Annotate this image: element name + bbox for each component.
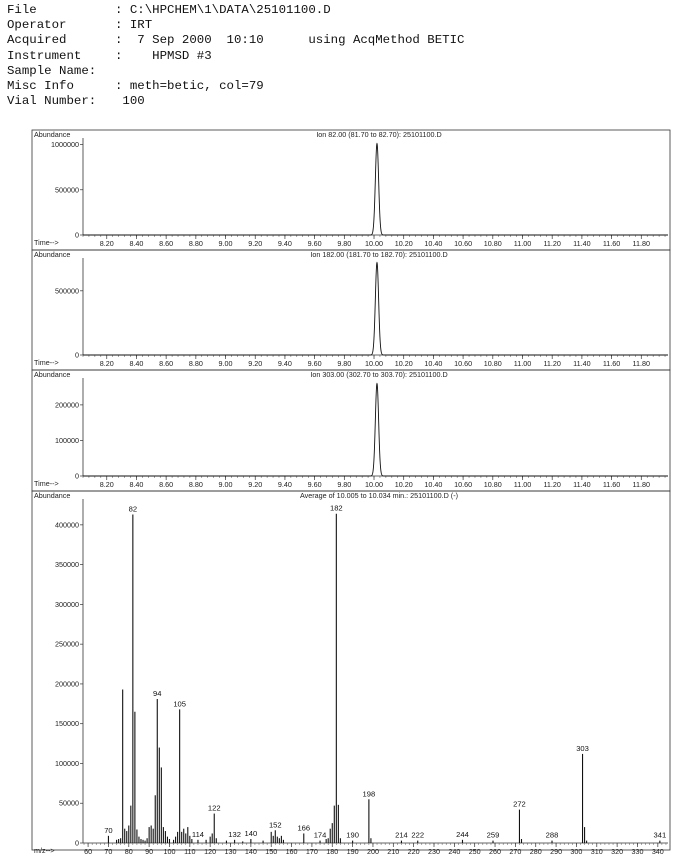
x-tick-label: 10.20 (394, 359, 413, 368)
x-tick-label: 9.80 (337, 359, 352, 368)
x-tick-label: 11.00 (513, 239, 532, 248)
y-tick-label: 350000 (55, 560, 79, 570)
x-tick-label: 8.40 (129, 480, 144, 489)
plot-panel-3 (32, 370, 670, 491)
header-value: : 7 Sep 2000 10:10 using AcqMethod BETIC (115, 33, 465, 48)
y-tick-label: 200000 (55, 400, 79, 410)
peak-label: 341 (653, 830, 667, 840)
ion-trace-line (83, 384, 668, 476)
x-tick-label: 160 (285, 847, 298, 856)
peak-label: 114 (191, 829, 205, 839)
y-tick-label: 250000 (55, 639, 79, 649)
x-tick-label: 11.60 (602, 359, 621, 368)
x-tick-label: 120 (204, 847, 217, 856)
x-tick-label: 110 (184, 847, 196, 856)
header-label: Acquired (7, 33, 67, 48)
peak-label: 70 (104, 825, 113, 835)
x-tick-label: 10.80 (483, 359, 502, 368)
x-tick-label: 11.60 (602, 480, 621, 489)
x-tick-label: 9.40 (277, 239, 292, 248)
plot-frame (32, 250, 670, 370)
y-tick-label: 300000 (55, 599, 79, 609)
x-tick-label: 10.00 (365, 239, 384, 248)
x-tick-label: 9.80 (337, 480, 352, 489)
x-tick-label: 290 (550, 847, 563, 856)
y-tick-label: 50000 (59, 798, 79, 808)
x-tick-label: 10.40 (424, 239, 443, 248)
y-tick-label: 400000 (55, 520, 79, 530)
x-tick-label: 220 (407, 847, 420, 856)
y-tick-label: 100000 (55, 435, 79, 445)
x-tick-label: 8.80 (188, 359, 203, 368)
x-tick-label: 10.00 (365, 480, 384, 489)
x-tick-label: 100 (163, 847, 176, 856)
y-tick-label: 0 (75, 350, 79, 360)
y-tick-label: 150000 (55, 719, 79, 729)
header-value: : HPMSD #3 (115, 48, 212, 63)
y-tick-label: 200000 (55, 679, 79, 689)
plot-panel-2 (32, 250, 670, 370)
peak-label: 122 (207, 803, 221, 813)
x-axis-label: m/z--> (34, 846, 55, 855)
plot-panel-1 (32, 130, 670, 250)
x-tick-label: 9.20 (248, 359, 263, 368)
x-tick-label: 150 (265, 847, 278, 856)
x-tick-label: 9.20 (248, 480, 263, 489)
x-tick-label: 11.80 (632, 480, 651, 489)
x-tick-label: 60 (84, 847, 93, 856)
x-tick-label: 170 (305, 847, 318, 856)
plot-title: Average of 10.005 to 10.034 min.: 25101100.D (-) (300, 491, 458, 500)
x-tick-label: 8.60 (159, 359, 174, 368)
peak-label: 174 (313, 830, 327, 840)
peak-label: 132 (228, 829, 241, 839)
peak-label: 244 (456, 829, 469, 839)
x-tick-label: 140 (244, 847, 257, 856)
x-tick-label: 10.20 (394, 239, 413, 248)
x-tick-label: 280 (529, 847, 542, 856)
plot-title: Ion 82.00 (81.70 to 82.70): 25101100.D (316, 130, 442, 139)
header-label: Vial Number: (7, 94, 97, 109)
header-label: File (7, 3, 37, 17)
x-tick-label: 10.20 (394, 480, 413, 489)
plot-title: Ion 182.00 (181.70 to 182.70): 25101100.D (310, 250, 448, 259)
x-tick-label: 11.20 (543, 359, 561, 368)
x-tick-label: 340 (651, 847, 664, 856)
x-tick-label: 10.40 (424, 480, 443, 489)
x-tick-label: 9.00 (218, 359, 233, 368)
x-tick-label: 8.20 (99, 239, 114, 248)
x-tick-label: 9.00 (218, 239, 233, 248)
x-tick-label: 10.60 (454, 239, 473, 248)
plot-title: Ion 303.00 (302.70 to 303.70): 25101100.D (310, 370, 448, 379)
y-tick-label: 500000 (55, 286, 79, 296)
ion-trace-line (83, 144, 668, 235)
y-axis-label: Abundance (34, 250, 71, 259)
x-tick-label: 8.40 (129, 359, 144, 368)
header-value: 100 (115, 94, 145, 109)
x-tick-label: 10.00 (365, 359, 384, 368)
x-tick-label: 330 (631, 847, 644, 856)
y-tick-label: 0 (75, 471, 79, 481)
peak-label: 105 (173, 699, 186, 709)
plot-frame (32, 370, 670, 491)
x-tick-label: 8.80 (188, 480, 203, 489)
y-axis-label: Abundance (34, 491, 71, 500)
x-tick-label: 210 (387, 847, 400, 856)
y-tick-label: 1000000 (51, 140, 79, 150)
x-tick-label: 8.60 (159, 239, 174, 248)
x-tick-label: 8.40 (129, 239, 144, 248)
peak-label: 214 (395, 830, 408, 840)
plot-panel-4 (32, 491, 670, 856)
ion-trace-line (83, 263, 668, 355)
x-tick-label: 11.40 (573, 239, 591, 248)
x-tick-label: 270 (509, 847, 522, 856)
x-axis-label: Time--> (34, 479, 59, 488)
plot-frame (32, 491, 670, 850)
x-tick-label: 9.20 (248, 239, 263, 248)
y-axis-label: Abundance (34, 370, 71, 379)
x-tick-label: 11.40 (573, 359, 591, 368)
x-tick-label: 70 (104, 847, 113, 856)
peak-label: 303 (576, 743, 589, 753)
x-tick-label: 240 (448, 847, 461, 856)
peak-label: 288 (545, 830, 559, 840)
x-tick-label: 230 (428, 847, 440, 856)
peak-label: 222 (411, 830, 425, 840)
peak-label: 190 (346, 830, 359, 840)
x-axis-label: Time--> (34, 238, 59, 247)
x-tick-label: 8.60 (159, 480, 174, 489)
x-tick-label: 180 (326, 847, 339, 856)
peak-label: 152 (268, 820, 282, 830)
x-tick-label: 11.20 (543, 239, 561, 248)
x-tick-label: 130 (224, 847, 237, 856)
y-tick-label: 0 (75, 838, 79, 848)
y-axis-label: Abundance (34, 130, 71, 139)
peak-label: 94 (153, 689, 162, 699)
x-tick-label: 10.60 (454, 480, 473, 489)
header-value: : C:\HPCHEM\1\DATA\25101100.D (115, 3, 331, 17)
peak-label: 182 (329, 503, 343, 513)
x-tick-label: 250 (468, 847, 481, 856)
peak-label: 272 (513, 799, 526, 809)
x-tick-label: 11.00 (513, 480, 532, 489)
header-label: Misc Info (7, 78, 74, 93)
peak-label: 82 (128, 504, 138, 514)
header-value: : meth=betic, col=79 (115, 78, 264, 93)
peak-label: 166 (297, 823, 311, 833)
x-tick-label: 80 (124, 847, 133, 856)
header-label: Instrument (7, 48, 82, 63)
x-tick-label: 9.40 (277, 480, 292, 489)
x-axis-label: Time--> (34, 358, 59, 367)
x-tick-label: 90 (145, 847, 154, 856)
x-tick-label: 200 (366, 847, 379, 856)
x-tick-label: 9.60 (307, 239, 322, 248)
x-tick-label: 9.80 (337, 239, 352, 248)
y-tick-label: 100000 (55, 758, 79, 768)
x-tick-label: 8.20 (99, 359, 114, 368)
x-tick-label: 10.60 (454, 359, 473, 368)
header-label: Operator (7, 18, 67, 33)
x-tick-label: 11.40 (573, 480, 591, 489)
x-tick-label: 9.00 (218, 480, 233, 489)
peak-label: 140 (244, 829, 258, 839)
x-tick-label: 10.40 (424, 359, 443, 368)
x-tick-label: 8.20 (99, 480, 114, 489)
x-tick-label: 11.80 (632, 359, 651, 368)
x-tick-label: 310 (590, 847, 603, 856)
peak-label: 198 (362, 789, 376, 799)
plot-frame (32, 130, 670, 250)
y-tick-label: 500000 (55, 185, 79, 195)
x-tick-label: 260 (489, 847, 502, 856)
x-tick-label: 320 (611, 847, 624, 856)
x-tick-label: 9.40 (277, 359, 292, 368)
x-tick-label: 11.00 (513, 359, 532, 368)
x-tick-label: 300 (570, 847, 583, 856)
header-label: Sample Name: (7, 63, 97, 78)
x-tick-label: 190 (346, 847, 359, 856)
peak-label: 259 (486, 830, 500, 840)
x-tick-label: 11.80 (632, 239, 651, 248)
x-tick-label: 10.80 (483, 480, 502, 489)
x-tick-label: 8.80 (188, 239, 203, 248)
x-tick-label: 9.60 (307, 480, 322, 489)
x-tick-label: 11.20 (543, 480, 561, 489)
x-tick-label: 11.60 (602, 239, 621, 248)
y-tick-label: 0 (75, 230, 79, 240)
header-value: : IRT (115, 18, 153, 33)
x-tick-label: 9.60 (307, 359, 322, 368)
x-tick-label: 10.80 (483, 239, 502, 248)
